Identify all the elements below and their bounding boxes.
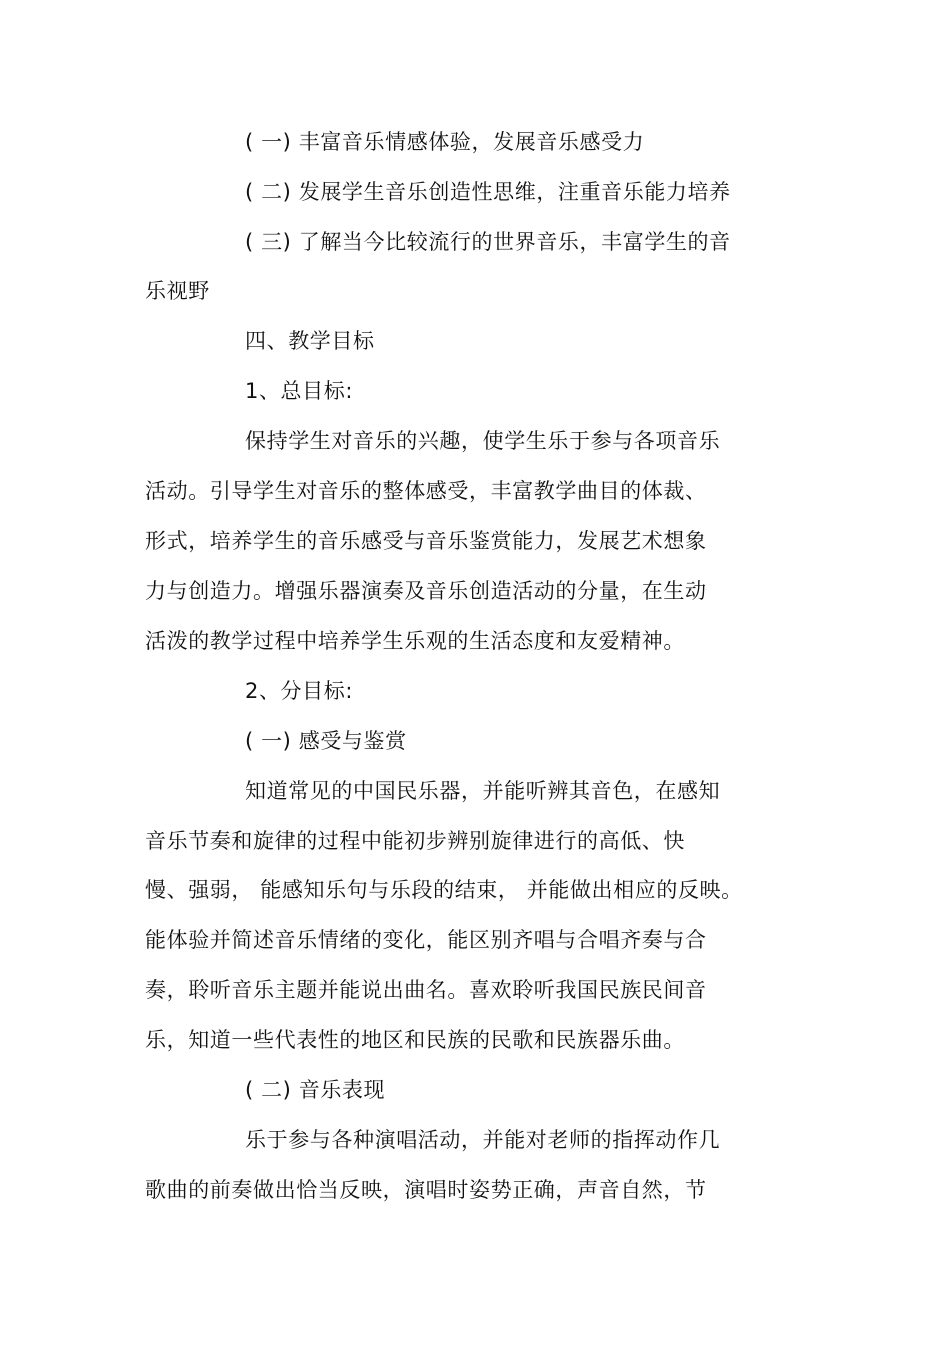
text-line: 活动。引导学生对音乐的整体感受，丰富教学曲目的体裁、 <box>145 479 707 503</box>
text-line: 保持学生对音乐的兴趣，使学生乐于参与各项音乐 <box>245 429 721 453</box>
subsection-heading: ( 一) 感受与鉴赏 <box>245 729 407 753</box>
text-line: ( 二) 发展学生音乐创造性思维，注重音乐能力培养 <box>245 180 731 204</box>
text-line: ( 一) 丰富音乐情感体验，发展音乐感受力 <box>245 130 645 154</box>
text-line: 形式，培养学生的音乐感受与音乐鉴赏能力，发展艺术想象 <box>145 529 707 553</box>
text-line: 音乐节奏和旋律的过程中能初步辨别旋律进行的高低、快 <box>145 829 685 853</box>
text-line: 歌曲的前奏做出恰当反映，演唱时姿势正确，声音自然，节 <box>145 1178 707 1202</box>
text-line: 乐，知道一些代表性的地区和民族的民歌和民族器乐曲。 <box>145 1028 685 1052</box>
text-line: 知道常见的中国民乐器，并能听辨其音色，在感知 <box>245 779 721 803</box>
text-line: 力与创造力。增强乐器演奏及音乐创造活动的分量，在生动 <box>145 579 707 603</box>
subsection-heading: ( 二) 音乐表现 <box>245 1078 386 1102</box>
text-line: 乐于参与各种演唱活动，并能对老师的指挥动作几 <box>245 1128 721 1152</box>
text-line: 慢、强弱， 能感知乐句与乐段的结束， 并能做出相应的反映。 <box>145 878 743 902</box>
text-line: 能体验并简述音乐情绪的变化，能区别齐唱与合唱齐奏与合 <box>145 928 707 952</box>
text-line: ( 三) 了解当今比较流行的世界音乐，丰富学生的音 <box>245 230 731 254</box>
section-heading: 四、教学目标 <box>245 329 375 353</box>
text-line: 乐视野 <box>145 279 210 303</box>
subsection-heading: 1、总目标: <box>245 379 354 403</box>
text-line: 活泼的教学过程中培养学生乐观的生活态度和友爱精神。 <box>145 629 685 653</box>
subsection-heading: 2、分目标: <box>245 679 354 703</box>
text-line: 奏，聆听音乐主题并能说出曲名。喜欢聆听我国民族民间音 <box>145 978 707 1002</box>
